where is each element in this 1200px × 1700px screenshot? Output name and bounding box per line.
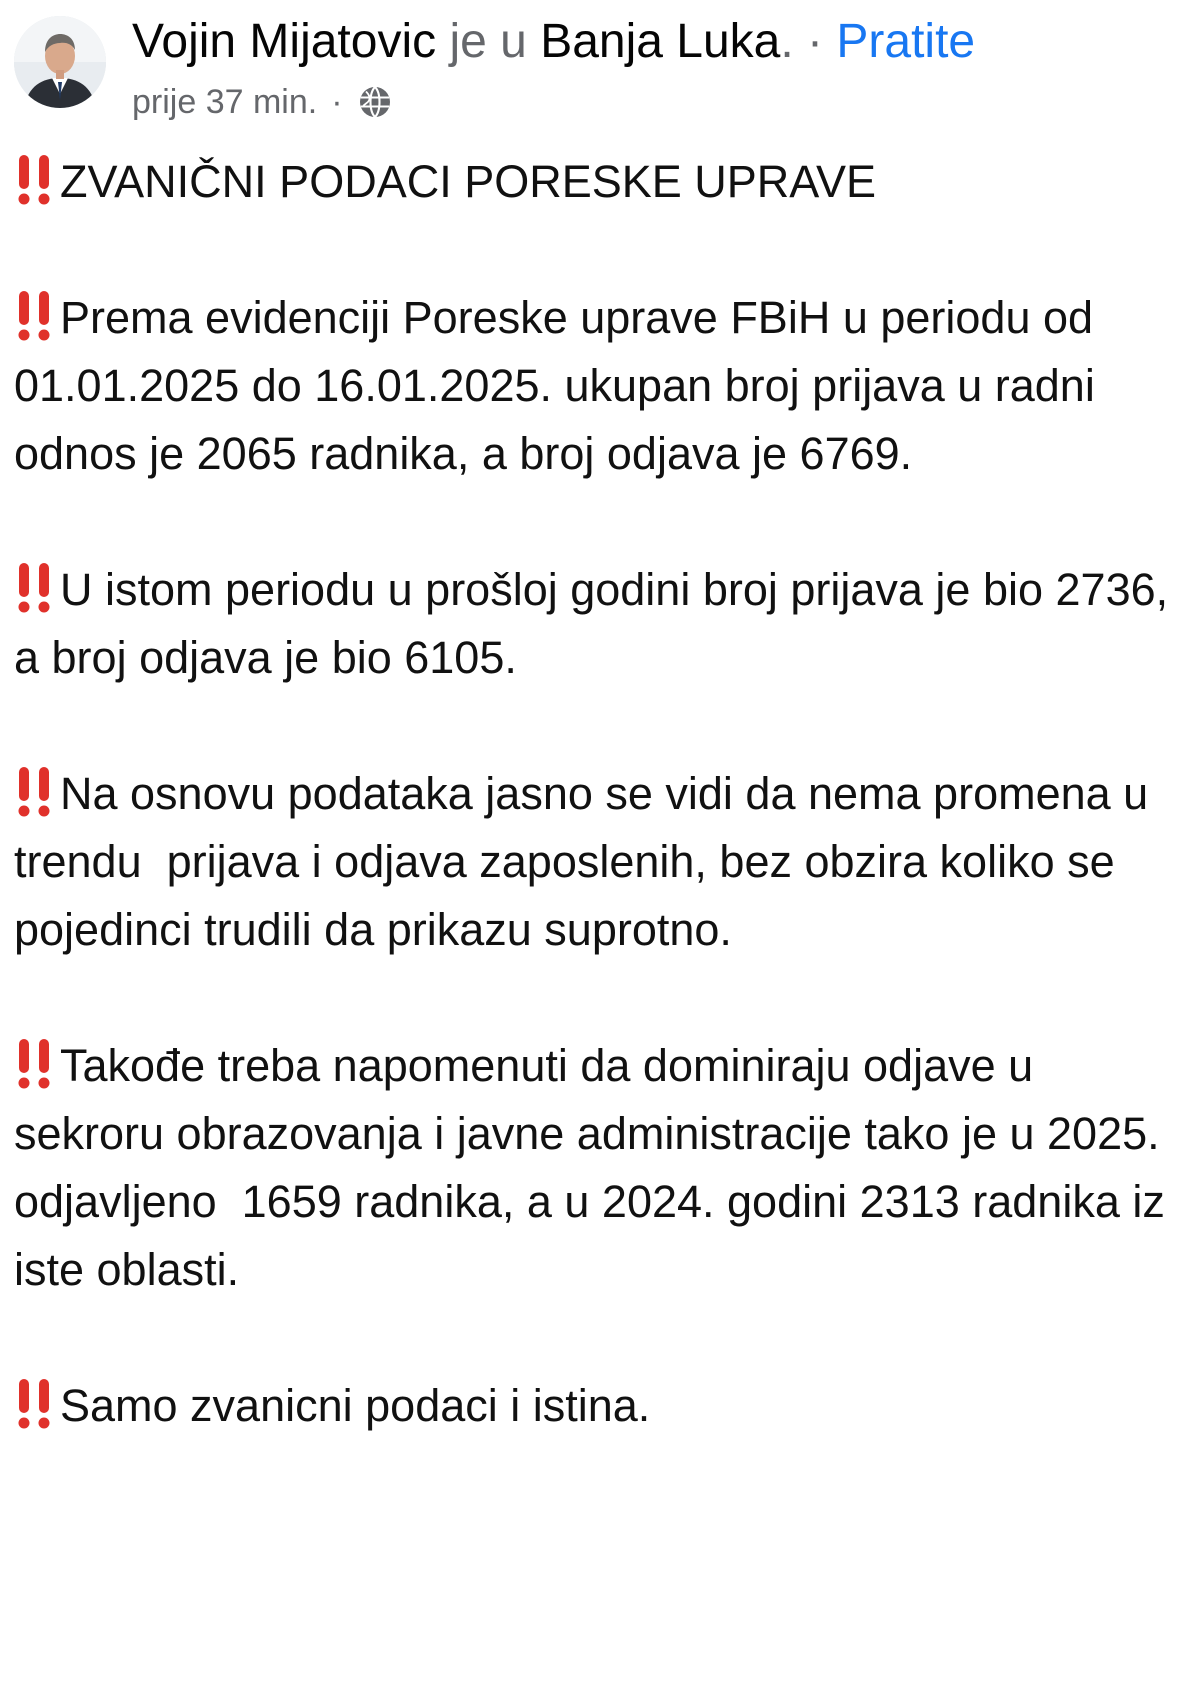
location-connector: je u <box>436 15 541 68</box>
avatar-photo-icon <box>14 16 106 108</box>
post-paragraph <box>14 760 1194 964</box>
post-paragraph <box>14 1372 1194 1440</box>
location-name[interactable]: Banja Luka <box>540 15 781 68</box>
post-paragraph <box>14 284 1194 488</box>
post-body <box>14 148 1194 1440</box>
post-meta <box>132 82 1182 122</box>
paragraph-text: Samo zvanicni podaci i istina. <box>60 1380 651 1431</box>
double-exclamation-icon <box>14 765 54 817</box>
header-title-line <box>132 14 1182 70</box>
title-separator: · <box>793 15 837 68</box>
post-paragraph <box>14 556 1194 692</box>
meta-separator: · <box>331 83 343 121</box>
post-header <box>14 14 1184 121</box>
double-exclamation-icon <box>14 1377 54 1429</box>
paragraph-text: Takođe treba napomenuti da dominiraju odjave u sekroru obrazovanja i javne administracije tako je u 2025. odjavljeno 1659 radnika, a u 2024. godini 2313 radnika iz iste oblasti. <box>14 1040 1178 1295</box>
double-exclamation-icon <box>14 153 54 205</box>
double-exclamation-icon <box>14 561 54 613</box>
double-exclamation-icon <box>14 1037 54 1089</box>
paragraph-text: Na osnovu podataka jasno se vidi da nema promena u trendu prijava i odjava zaposlenih, bez obzira koliko se pojedinci trudili da prikazu suprotno. <box>14 768 1161 955</box>
paragraph-text: U istom periodu u prošloj godini broj prijava je bio 2736, a broj odjava je bio 6105. <box>14 564 1181 683</box>
paragraph-text: ZVANIČNI PODACI PORESKE UPRAVE <box>60 156 876 207</box>
follow-button[interactable]: Pratite <box>836 15 976 68</box>
author-avatar[interactable] <box>14 16 106 108</box>
author-name[interactable]: Vojin Mijatovic <box>132 15 437 68</box>
location-suffix: . <box>780 15 794 68</box>
post-paragraph <box>14 1032 1194 1304</box>
post-paragraph <box>14 148 1194 216</box>
paragraph-text: Prema evidenciji Poreske uprave FBiH u periodu od 01.01.2025 do 16.01.2025. ukupan broj prijava u radni odnos je 2065 radnika, a broj odjava je 6769. <box>14 292 1108 479</box>
double-exclamation-icon <box>14 289 54 341</box>
post-timestamp[interactable]: prije 37 min. <box>132 83 318 121</box>
header-text <box>132 14 1182 122</box>
globe-icon[interactable] <box>357 84 393 120</box>
